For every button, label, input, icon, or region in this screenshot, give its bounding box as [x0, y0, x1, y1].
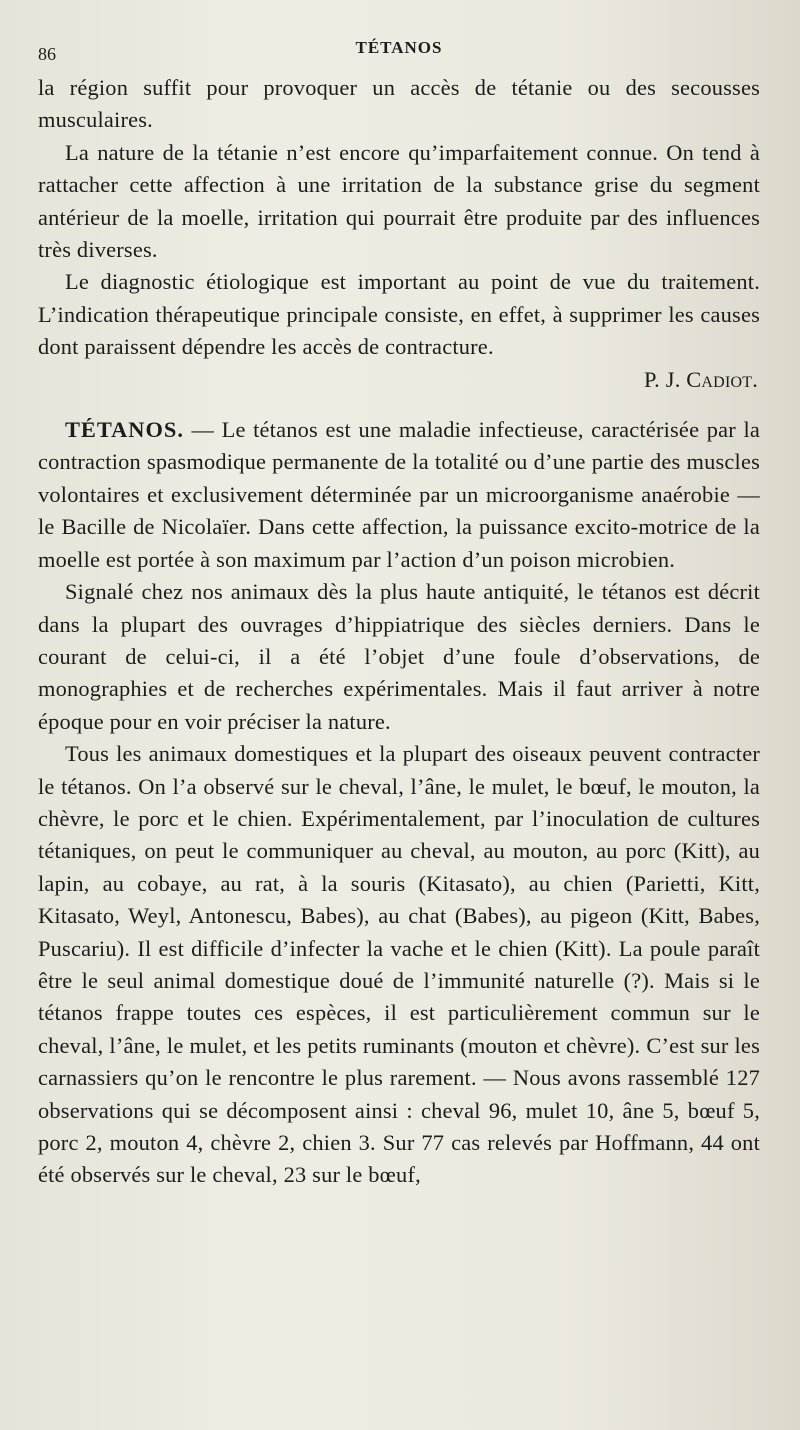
tetanos-definition-text: — Le tétanos est une maladie infectieuse, caractérisée par la contraction spasmodique permanente de la totalité ou d’une partie des muscles volontaires et exclusivement déterminée par un microorganisme anaérobie — le Bacille de Nicolaïer. Dans cette affection, la puissance excito-motrice de la moelle est portée à son maximum par l’action d’un poison microbien. — [38, 417, 760, 572]
tetanos-species-paragraph: Tous les animaux domestiques et la plupart des oiseaux peuvent contracter le tétanos. On l’a observé sur le cheval, l’âne, le mulet, le bœuf, le mouton, la chèvre, le porc et le chien. Expérimentalement, par l’inoculation de cultures tétaniques, on peut le communiquer au cheval, au mouton, au porc (Kitt), au lapin, au cobaye, au rat, à la souris (Kitasato), au chien (Parietti, Kitt, Kitasato, Weyl, Antonescu, Babes), au chat (Babes), au pigeon (Kitt, Babes, Puscariu). Il est difficile d’infecter la vache et le chien (Kitt). La poule paraît être le seul animal domestique doué de l’immunité naturelle (?). Mais si le tétanos frappe toutes ces espèces, il est particulièrement commun sur le cheval, l’âne, le mulet, et les petits ruminants (mouton et chèvre). C’est sur les carnassiers qu’on le rencontre le plus rarement. — Nous avons rassemblé 127 observations qui se décomposent ainsi : cheval 96, mulet 10, âne 5, bœuf 5, porc 2, mouton 4, chèvre 2, chien 3. Sur 77 cas relevés par Hoffmann, 44 ont été observés sur le cheval, 23 sur le bœuf, — [38, 741, 760, 1188]
tetanie-paragraph-continued: la région suffit pour provoquer un accès de tétanie ou des secousses musculaires. — [38, 75, 760, 133]
article-heading: TÉTANOS. — [65, 417, 184, 443]
page-number: 86 — [38, 44, 56, 64]
tetanie-nature-paragraph: La nature de la tétanie n’est encore qu’imparfaitement connue. On tend à rattacher cette affection à une irritation de la substance grise du segment antérieur de la moelle, irritation qui pourrait être produite par des influences très diverses. — [38, 139, 760, 263]
author-signature — [38, 364, 760, 396]
tetanos-history-paragraph: Signalé chez nos animaux dès la plus haute antiquité, le tétanos est décrit dans la plupart des ouvrages d’hippiatrique des siècles derniers. Dans le courant de celui-ci, il a été l’objet d’une foule d’observations, de monographies et de recherches expérimentales. Mais il faut arriver à notre époque pour en voir préciser la nature. — [38, 579, 760, 734]
signature-name: Cadiot. — [686, 366, 758, 392]
running-head — [38, 32, 760, 72]
body-text — [38, 72, 760, 1192]
tetanos-definition-paragraph — [38, 414, 760, 576]
running-title: TÉTANOS — [355, 38, 443, 57]
signature-initials: P. J. — [644, 366, 687, 392]
tetanie-diagnostic-paragraph: Le diagnostic étiologique est important au point de vue du traitement. L’indication thérapeutique principale consiste, en effet, à supprimer les causes dont paraissent dépendre les accès de contracture. — [38, 269, 760, 360]
